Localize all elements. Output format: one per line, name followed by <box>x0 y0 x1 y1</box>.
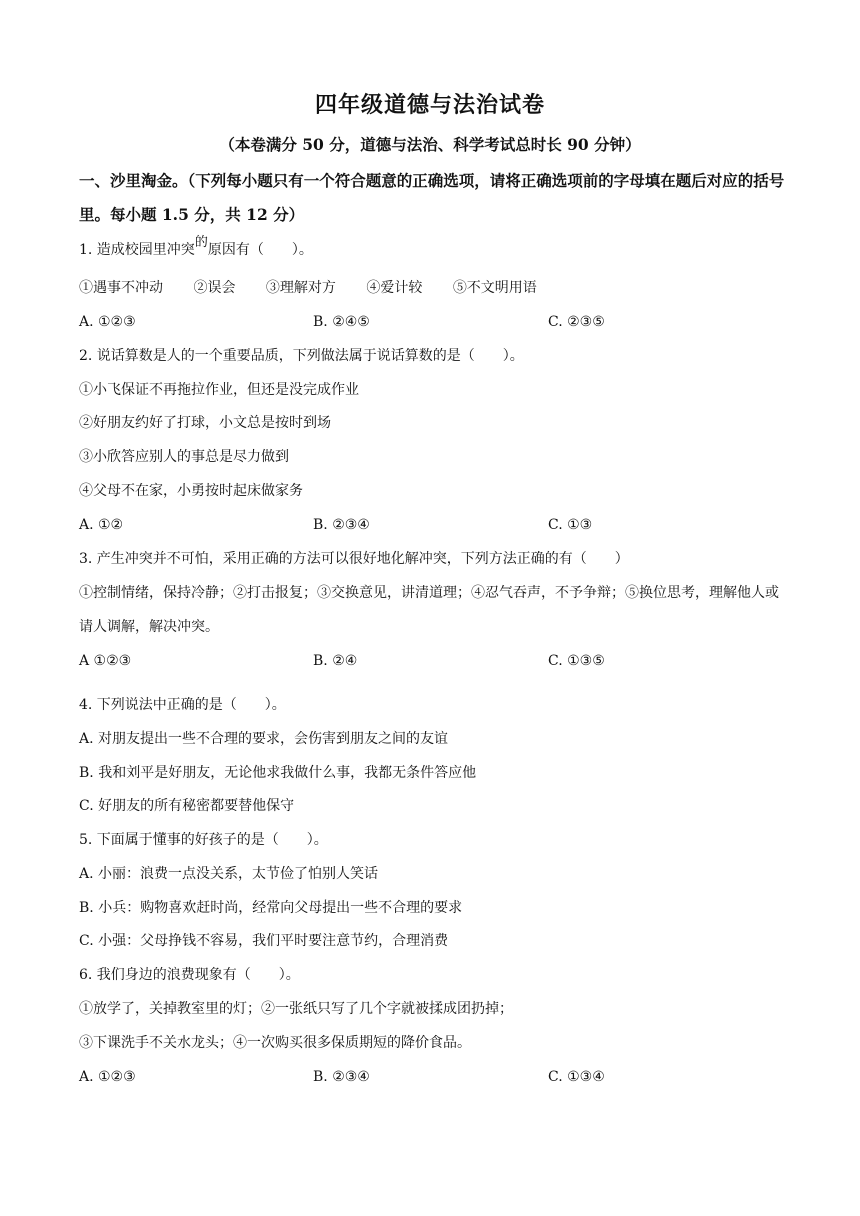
question-5-option-b: B. 小兵：购物喜欢赶时尚，经常向父母提出一些不合理的要求 <box>79 900 463 916</box>
question-4-stem: 4. 下列说法中正确的是（ ）。 <box>79 697 286 713</box>
question-1-stem <box>79 235 313 261</box>
question-6-choice-b: B. ②③④ <box>313 1069 370 1085</box>
question-6-choice-c: C. ①③④ <box>548 1069 605 1085</box>
question-1-item: ⑤不文明用语 <box>452 280 537 296</box>
question-6-choice-a: A. ①②③ <box>79 1069 136 1085</box>
question-5-option-c: C. 小强：父母挣钱不容易，我们平时要注意节约，合理消费 <box>79 933 449 949</box>
question-1-choice-b: B. ②④⑤ <box>313 314 370 330</box>
page-subtitle: （本卷满分 50 分，道德与法治、科学考试总时长 90 分钟） <box>219 135 641 154</box>
question-2-choice-c: C. ①③ <box>548 517 593 533</box>
question-1-choice-a: A. ①②③ <box>79 314 136 330</box>
question-2-choice-a: A. ①② <box>79 517 124 533</box>
question-1-stem-sup: 的 <box>194 235 208 250</box>
question-3-choice-a: A ①②③ <box>79 653 132 669</box>
question-5-option-a: A. 小丽：浪费一点没关系，太节俭了怕别人笑话 <box>79 866 379 882</box>
question-1-item: ②误会 <box>193 280 236 296</box>
question-2-stem: 2. 说话算数是人的一个重要品质，下列做法属于说话算数的是（ ）。 <box>79 348 524 364</box>
question-5-stem: 5. 下面属于懂事的好孩子的是（ ）。 <box>79 832 328 848</box>
question-1-items <box>79 278 537 298</box>
question-1-choice-c: C. ②③⑤ <box>548 314 605 330</box>
question-4-option-c: C. 好朋友的所有秘密都要替他保守 <box>79 798 295 814</box>
question-1-stem-a: 1. 造成校园里冲突 <box>79 242 195 258</box>
question-1-item: ④爱计较 <box>366 280 423 296</box>
question-2-choice-b: B. ②③④ <box>313 517 370 533</box>
question-6-line: ③下课洗手不关水龙头；④一次购买很多保质期短的降价食品。 <box>79 1035 471 1051</box>
question-3-choice-c: C. ①③⑤ <box>548 653 605 669</box>
question-4-option-a: A. 对朋友提出一些不合理的要求，会伤害到朋友之间的友谊 <box>79 731 449 747</box>
question-3-choice-b: B. ②④ <box>313 653 358 669</box>
section-heading: 一、沙里淘金。（下列每小题只有一个符合题意的正确选项，请将正确选项前的字母填在题后对应的括号里。每小题 1.5 分，共 12 分） <box>79 171 785 224</box>
question-1-item: ③理解对方 <box>265 280 336 296</box>
question-3-body: ①控制情绪，保持冷静；②打击报复；③交换意见，讲清道理；④忍气吞声，不予争辩；⑤换位思考，理解他人或请人调解，解决冲突。 <box>79 585 779 635</box>
question-6-stem: 6. 我们身边的浪费现象有（ ）。 <box>79 967 300 983</box>
question-2-item: ④父母不在家，小勇按时起床做家务 <box>79 483 303 499</box>
question-1-stem-b: 原因有（ ）。 <box>207 242 313 258</box>
question-2-item: ③小欣答应别人的事总是尽力做到 <box>79 449 289 465</box>
question-1-item: ①遇事不冲动 <box>79 280 163 296</box>
page-title: 四年级道德与法治试卷 <box>314 92 545 118</box>
question-2-item: ②好朋友约好了打球，小文总是按时到场 <box>79 415 331 431</box>
question-4-option-b: B. 我和刘平是好朋友，无论他求我做什么事，我都无条件答应他 <box>79 765 477 781</box>
question-3-stem: 3. 产生冲突并不可怕，采用正确的方法可以很好地化解冲突，下列方法正确的有（ ） <box>79 551 629 567</box>
question-6-line: ①放学了，关掉教室里的灯；②一张纸只写了几个字就被揉成团扔掉； <box>79 1001 513 1017</box>
question-2-item: ①小飞保证不再拖拉作业，但还是没完成作业 <box>79 382 359 398</box>
